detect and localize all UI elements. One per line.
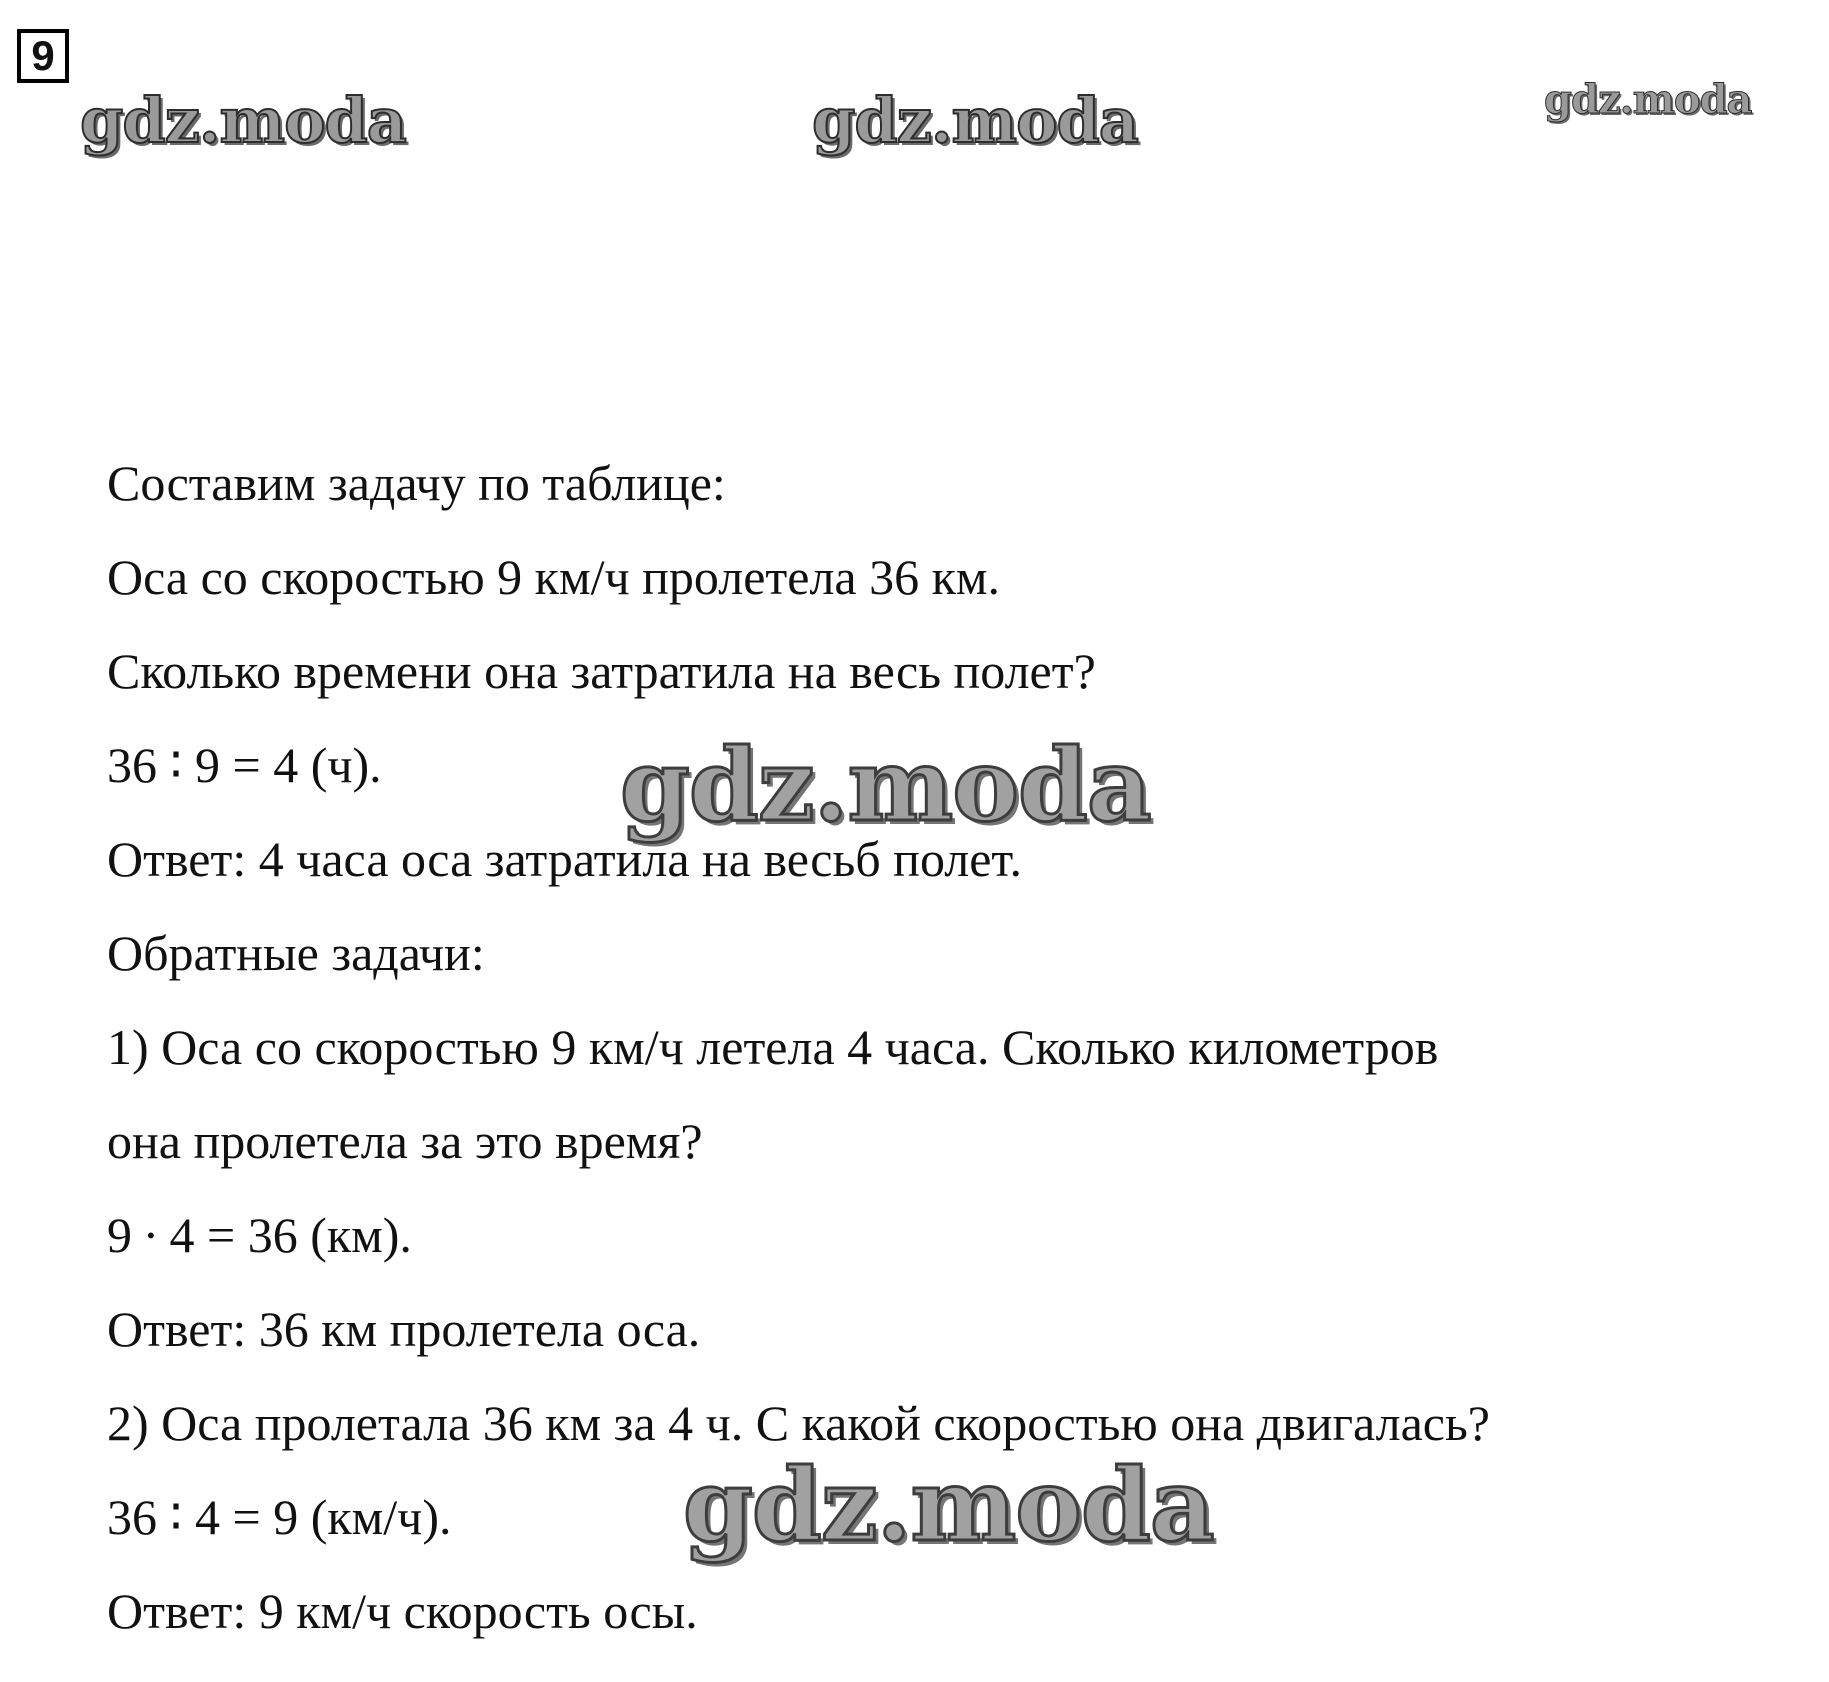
text-line-5: Ответ: 4 часа оса затратила на весьб полет. <box>107 831 1023 887</box>
task-number-box <box>17 29 69 83</box>
watermark-logo: gdz.moda <box>1544 76 1752 123</box>
watermark-logo: gdz.moda <box>683 1446 1214 1564</box>
text-line-11: 2) Оса пролетала 36 км за 4 ч. С какой скоростью она двигалась? <box>107 1395 1490 1451</box>
text-line-12: 36 ∶ 4 = 9 (км/ч). <box>107 1489 452 1545</box>
task-number: 9 <box>31 32 55 79</box>
text-line-10: Ответ: 36 км пролетела оса. <box>107 1301 701 1357</box>
watermark-logo: gdz.moda <box>80 84 406 157</box>
text-line-2: Оса со скоростью 9 км/ч пролетела 36 км. <box>107 549 1001 605</box>
solution-text <box>107 455 1807 1680</box>
text-line-3: Сколько времени она затратила на весь полет? <box>107 643 1096 699</box>
text-line-9: 9 ∙ 4 = 36 (км). <box>107 1207 412 1263</box>
text-line-6: Обратные задачи: <box>107 925 485 981</box>
text-line-1: Составим задачу по таблице: <box>107 455 726 511</box>
text-line-8: она пролетела за это время? <box>107 1113 703 1169</box>
text-line-13: Ответ: 9 км/ч скорость осы. <box>107 1583 698 1639</box>
text-line-7: 1) Оса со скоростью 9 км/ч летела 4 часа. Сколько километров <box>107 1019 1439 1075</box>
watermark-logo: gdz.moda <box>812 84 1138 157</box>
watermark-logo: gdz.moda <box>620 726 1151 844</box>
text-line-4: 36 ∶ 9 = 4 (ч). <box>107 737 382 793</box>
